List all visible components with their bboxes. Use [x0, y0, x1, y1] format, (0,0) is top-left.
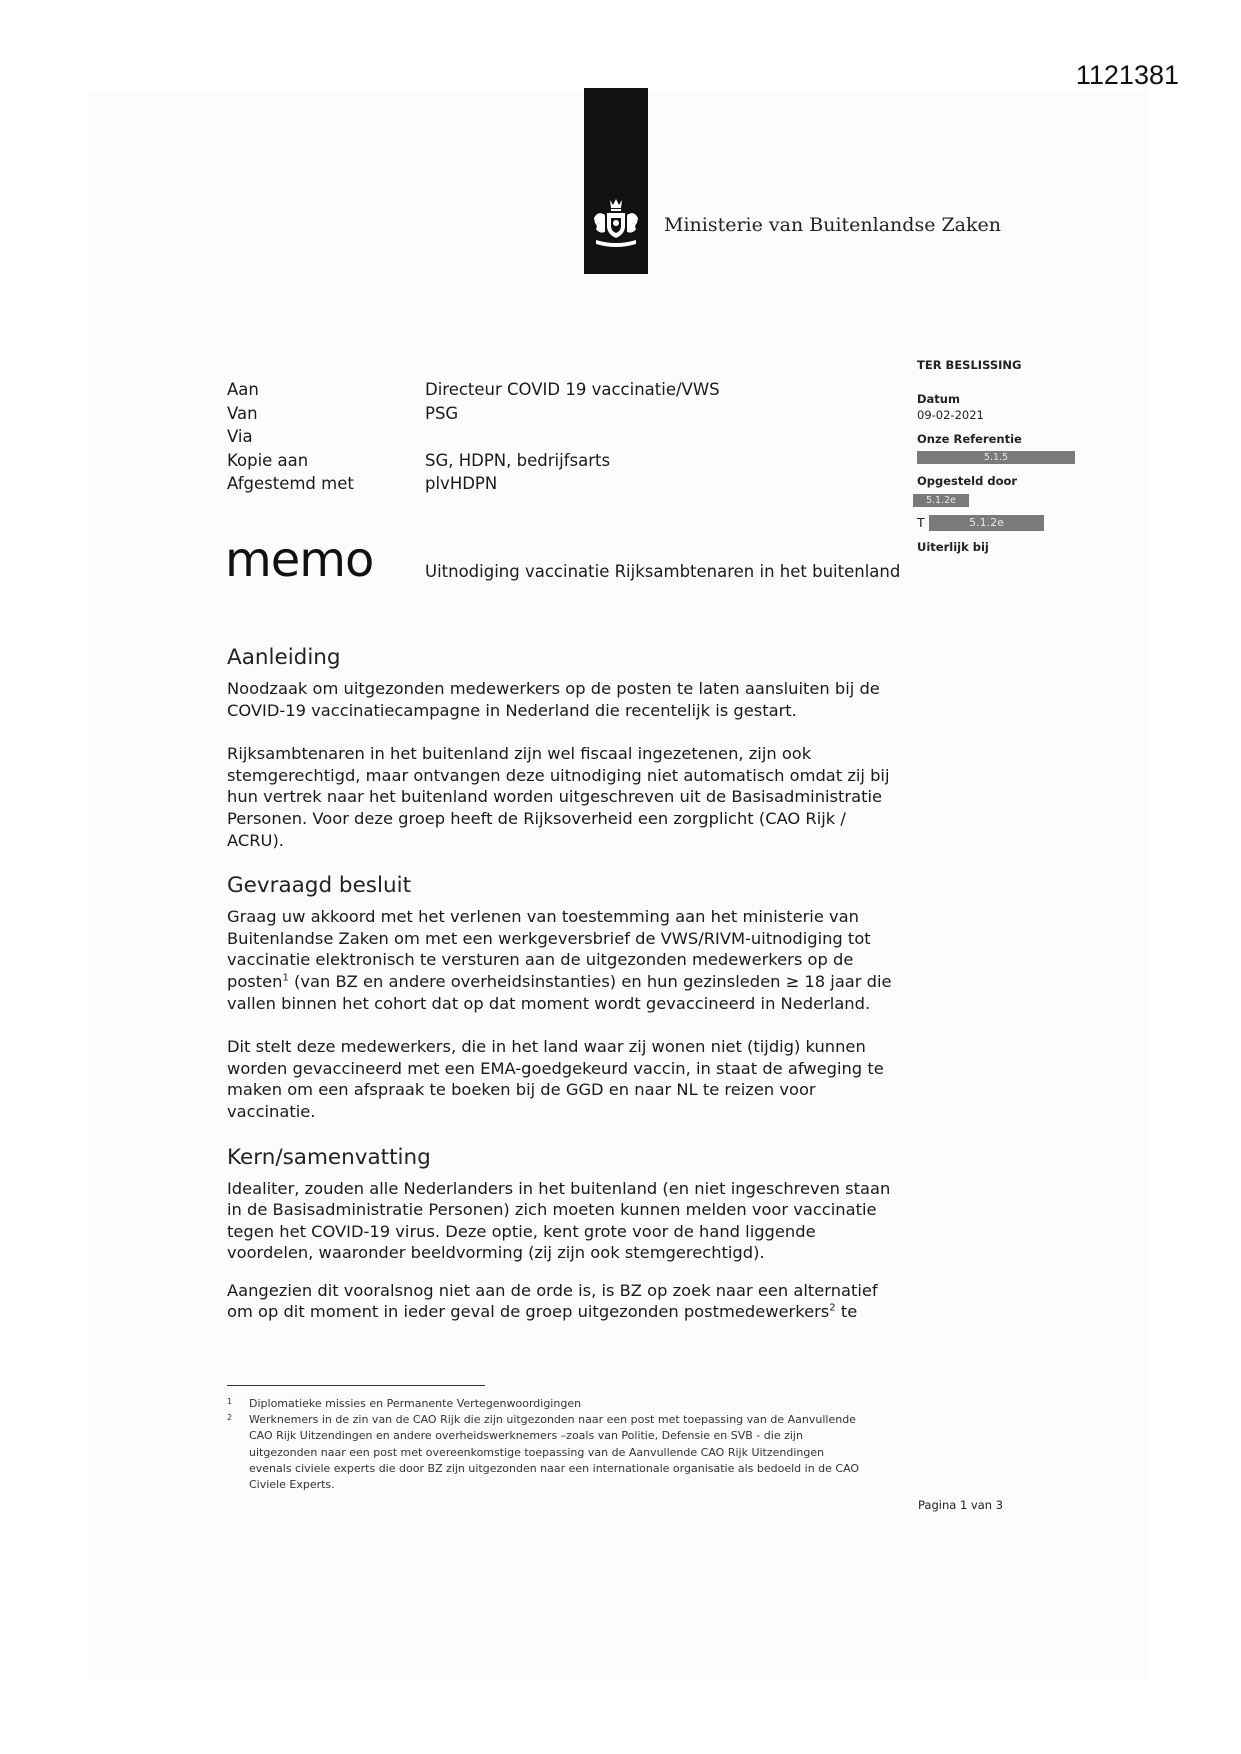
meta-row-via	[227, 425, 720, 449]
memo-body	[227, 645, 907, 1345]
footnote	[227, 1396, 917, 1412]
section-heading-aanleiding: Aanleiding	[227, 645, 341, 670]
footnote	[227, 1412, 917, 1493]
meta-value: Directeur COVID 19 vaccinatie/VWS	[425, 380, 720, 399]
paragraph: Dit stelt deze medewerkers, die in het land waar zij wonen niet (tijdig) kunnen worden gevaccineerd met een EMA-goedgekeurd vaccin, in staat de afweging te maken om een afspraak te boeken bij de GGD en naar NL te reizen voor vaccinatie.	[227, 1037, 884, 1121]
opgesteld-label: Opgesteld door	[917, 474, 1018, 488]
paragraph: Rijksambtenaren in het buitenland zijn wel fiscaal ingezetenen, zijn ook stemgerechtigd, maar ontvangen deze uitnodiging niet automatisch omdat zij bij hun vertrek naar het buitenland worden uitgeschreven uit de Basisadministratie Personen. Voor deze groep heeft de Rijksoverheid een zorgplicht (CAO Rijk / ACRU).	[227, 744, 890, 850]
footnote-mark: 1	[227, 1397, 233, 1406]
redaction-referentie: 5.1.5	[917, 451, 1075, 464]
section-heading-kern-samenvatting: Kern/samenvatting	[227, 1144, 431, 1170]
phone-prefix: T	[917, 515, 925, 530]
footnote-mark: 2	[227, 1413, 233, 1423]
footnotes	[227, 1396, 917, 1493]
paragraph: Idealiter, zouden alle Nederlanders in het buitenland (en niet ingeschreven staan in de Basisadministratie Personen) zich moeten kunnen melden voor vaccinatie tegen het COVID-19 virus. Deze optie, kent grote voor de hand liggende voordelen, waaronder beeldvorming (zij zijn ook stemgerechtigd).	[227, 1178, 891, 1263]
uiterlijk-label: Uiterlijk bij	[917, 540, 989, 554]
paragraph: Noodzaak om uitgezonden medewerkers op de posten te laten aansluiten bij de COVID-19 vaccinatiecampagne in Nederland die recentelijk is gestart.	[227, 679, 880, 720]
datum-value: 09-02-2021	[917, 408, 984, 422]
meta-value: plvHDPN	[425, 474, 498, 493]
meta-value: SG, HDPN, bedrijfsarts	[425, 450, 611, 470]
paragraph-text: (van BZ en andere overheidsinstanties) en hun gezinsleden ≥ 18 jaar die vallen binnen het cohort dat op dat moment wordt gevaccineerd in Nederland.	[227, 971, 892, 1013]
royal-crest-icon	[590, 196, 642, 250]
meta-row-kopie-aan	[227, 449, 720, 473]
footnote-ref: 2	[829, 1303, 836, 1315]
paragraph	[227, 906, 907, 1014]
paragraph-text: te	[835, 1302, 858, 1322]
meta-label: Van	[227, 403, 258, 423]
meta-label: Kopie aan	[227, 450, 309, 470]
paragraph-text: Graag uw akkoord met het verlenen van toestemming aan het ministerie van Buitenlandse Zaken om met een werkgeversbrief de VWS/RIVM-uitnodiging tot vaccinatie elektronisch te versturen aan de uitgezonden medewerkers op de posten	[227, 907, 871, 991]
section-heading-gevraagd-besluit: Gevraagd besluit	[227, 873, 412, 899]
meta-row-van	[227, 402, 720, 426]
document-number: 1121381	[1075, 60, 1179, 90]
status-label: TER BESLISSING	[917, 358, 1022, 372]
meta-label: Aan	[227, 380, 259, 399]
footnote-ref: 1	[282, 972, 289, 984]
footnote-divider	[227, 1385, 485, 1386]
datum-label: Datum	[917, 392, 960, 406]
footnote-text: Werknemers in de zin van de CAO Rijk die zijn uitgezonden naar een post met toepassing van de Aanvullende CAO Rijk Uitzendingen en andere overheidswerknemers –zoals van Politie, Defensie en SVB - die zijn uitgezonden naar een post met overeenkomstige toepassing van de Aanvullende CAO Rijk Uitzendingen evenals civiele experts die door BZ zijn uitgezonden naar een internationale organisatie als bedoeld in de CAO Civiele Experts.	[249, 1413, 860, 1492]
paragraph	[227, 1280, 907, 1323]
memo-header-fields	[227, 378, 720, 496]
meta-label: Via	[227, 427, 253, 446]
redaction-phone: 5.1.2e	[929, 515, 1044, 531]
memo-title: memo	[225, 532, 374, 588]
referentie-label: Onze Referentie	[917, 432, 1022, 446]
meta-value: PSG	[425, 403, 459, 423]
meta-label: Afgestemd met	[227, 474, 354, 493]
ministry-name: Ministerie van Buitenlandse Zaken	[664, 214, 1002, 236]
paragraph-text: Aangezien dit vooralsnog niet aan de orde is, is BZ op zoek naar een alternatief om op dit moment in ieder geval de groep uitgezonden postmedewerkers	[227, 1280, 878, 1322]
meta-row-afgestemd-met	[227, 472, 720, 496]
meta-row-aan	[227, 378, 720, 402]
redaction-opgesteld: 5.1.2e	[913, 494, 969, 507]
page-number: Pagina 1 van 3	[918, 1498, 1004, 1512]
memo-subject: Uitnodiging vaccinatie Rijksambtenaren in het buitenland	[425, 562, 901, 581]
footnote-text: Diplomatieke missies en Permanente Vertegenwoordigingen	[249, 1397, 582, 1410]
government-logo-bar	[584, 88, 648, 274]
